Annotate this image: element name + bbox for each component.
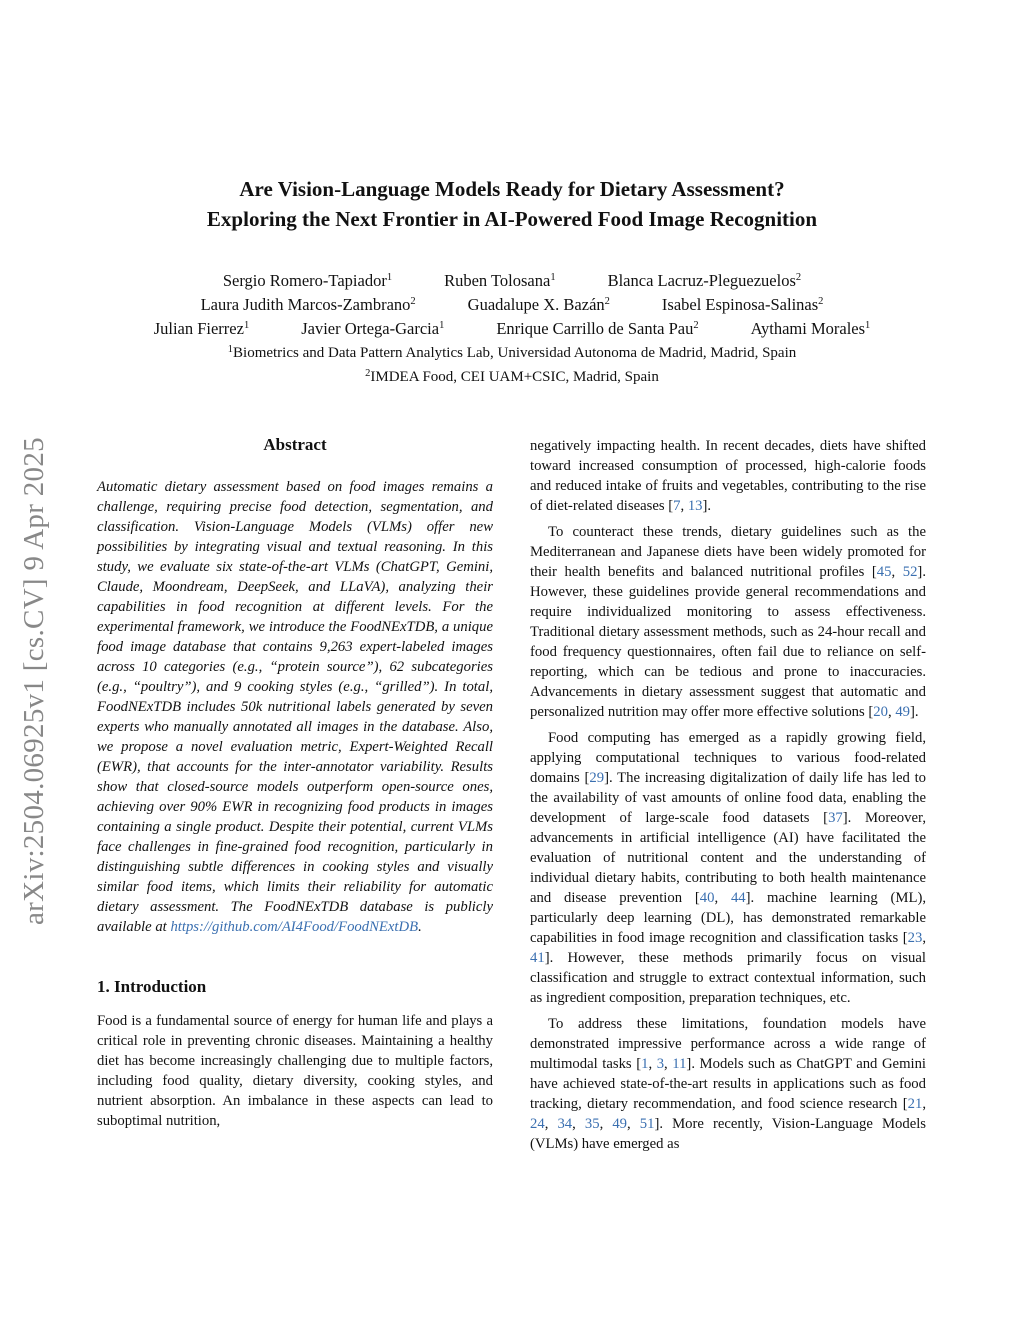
citation-link[interactable]: 34	[557, 1116, 573, 1132]
citation-link[interactable]: 29	[589, 770, 605, 786]
body-paragraph	[530, 522, 926, 722]
affiliation	[0, 365, 1024, 389]
affiliation-marker: 1	[439, 320, 445, 331]
affiliation-text: IMDEA Food, CEI UAM+CSIC, Madrid, Spain	[370, 369, 659, 385]
author	[662, 293, 824, 317]
paragraph-text: To address these limitations, foundation models have demonstrated impressive performance across a wide range of multimodal tasks [	[530, 1016, 926, 1072]
paragraph-text: ,	[891, 564, 903, 580]
paragraph-text: Food computing has emerged as a rapidly growing field, applying computational techniques to various food-related domains [	[530, 730, 926, 786]
affiliation-marker: 1	[243, 320, 250, 331]
paragraph-text: ]. Moreover, advancements in artificial intelligence (AI) have facilitated the evaluation of nutritional content and the understanding of individual dietary habits, contributing to both health maintenance and disease prevention [	[530, 810, 926, 906]
title-line-2: Exploring the Next Frontier in AI-Powered Food Image Recognition	[206, 207, 818, 231]
paragraph-text: ,	[627, 1116, 640, 1132]
paragraph-text: negatively impacting health. In recent decades, diets have shifted toward increased consumption of processed, high-calorie foods and reduced intake of fruits and vegetables, contributing to the rise of diet-related diseases [	[530, 438, 926, 514]
abstract-text	[97, 477, 493, 937]
left-column	[97, 433, 493, 1137]
citation-link[interactable]: 52	[902, 564, 918, 580]
abstract-heading: Abstract	[263, 435, 327, 454]
citation-link[interactable]: 35	[584, 1116, 600, 1132]
citation-link[interactable]: 3	[656, 1056, 665, 1072]
affiliation-marker: 2	[365, 368, 371, 379]
citation-link[interactable]: 20	[873, 704, 888, 720]
paragraph-text: ,	[922, 930, 926, 946]
body-paragraph	[530, 728, 926, 1008]
affiliation-marker: 1	[550, 272, 556, 283]
paragraph-text: ,	[714, 890, 731, 906]
affiliation-marker: 1	[386, 272, 393, 283]
author-name: Aythami Morales	[750, 319, 866, 338]
paragraph-text: ]. More recently, Vision-Language Models (VLMs) have emerged as	[530, 1116, 927, 1152]
author	[201, 293, 416, 317]
citation-link[interactable]: 37	[828, 810, 843, 826]
author-name: Sergio Romero-Tapiador	[222, 271, 387, 290]
citation-link[interactable]: 44	[730, 890, 746, 906]
author	[496, 317, 698, 341]
body-paragraph	[530, 436, 926, 516]
author	[154, 317, 250, 341]
author	[468, 293, 610, 317]
citation-link[interactable]: 23	[907, 930, 923, 946]
section-heading-introduction: 1. Introduction	[97, 977, 207, 996]
database-link[interactable]: https://github.com/AI4Food/FoodNExtDB	[170, 919, 419, 935]
author-name: Julian Fierrez	[153, 319, 244, 338]
affiliation-marker: 1	[227, 344, 234, 355]
affiliation-marker: 2	[410, 296, 416, 307]
author	[608, 269, 802, 293]
paragraph-text: ]. The increasing digitalization of daily life has led to the availability of vast amounts of online food data, enabling the development of large-scale food datasets [	[530, 770, 926, 826]
citation-link[interactable]: 13	[687, 498, 703, 514]
affiliation-marker: 1	[865, 320, 871, 331]
author	[444, 269, 556, 293]
abstract-end: .	[418, 919, 422, 935]
author-name: Javier Ortega-Garcia	[301, 319, 440, 338]
author-block	[0, 269, 1024, 389]
paragraph-text: ].	[910, 704, 919, 720]
paragraph-text: ,	[680, 498, 688, 514]
abstract-body: Automatic dietary assessment based on food images remains a challenge, requiring precise food detection, segmentation, and classification. Vision-Language Models (VLMs) offer new possibilities by integrating visual and textual reasoning. In this study, we evaluate six state-of-the-art VLMs (ChatGPT, Gemini, Claude, Moondream, DeepSeek, and LLaVA), analyzing their capabilities in food recognition at different levels. For the experimental framework, we introduce the FoodNExTDB, a unique food image database that contains 9,263 expert-labeled images across 10 categories (e.g., “protein source”), 62 subcategories (e.g., “poultry”), and 9 cooking styles (e.g., “grilled”). In total, FoodNExTDB includes 50k nutritional labels generated by seven experts who manually annotated all images in the database. Also, we propose a novel evaluation metric, Expert-Weighted Recall (EWR), that accounts for the inter-annotator variability. Results show that closed-source models outperform open-source ones, achieving over 90% EWR in recognizing food products in images containing a single product. Despite their potential, current VLMs face challenges in fine-grained food recognition, particularly in distinguishing subtle differences in cooking styles and visually similar food items, which limits their reliability for automatic dietary assessment. The FoodNExTDB database is publicly available at	[97, 479, 493, 935]
citation-link[interactable]: 11	[672, 1056, 687, 1072]
author-row	[0, 317, 1024, 341]
right-column	[530, 436, 926, 1160]
citation-link[interactable]: 7	[673, 498, 681, 514]
citation-link[interactable]: 21	[907, 1096, 923, 1112]
author-name: Blanca Lacruz-Pleguezuelos	[607, 271, 796, 290]
author-name: Laura Judith Marcos-Zambrano	[200, 295, 411, 314]
author-row	[0, 293, 1024, 317]
citation-link[interactable]: 49	[612, 1116, 627, 1132]
body-paragraph	[530, 1014, 926, 1154]
paragraph-text: ]. Models such as ChatGPT and Gemini have achieved state-of-the-art results in applications such as food tracking, dietary recommendation, and food science research [	[530, 1056, 927, 1112]
paragraph-text: ,	[887, 704, 896, 720]
author-name: Isabel Espinosa-Salinas	[661, 295, 819, 314]
affiliation-marker: 2	[693, 320, 699, 331]
paragraph-text: ,	[599, 1116, 613, 1132]
author-name: Ruben Tolosana	[444, 271, 551, 290]
author	[223, 269, 392, 293]
citation-link[interactable]: 24	[530, 1116, 545, 1132]
author-row	[0, 269, 1024, 293]
affiliation-marker: 2	[818, 296, 824, 307]
author	[751, 317, 871, 341]
citation-link[interactable]: 41	[530, 950, 545, 966]
author	[301, 317, 444, 341]
intro-paragraph: Food is a fundamental source of energy for human life and plays a critical role in preventing chronic diseases. Maintaining a healthy diet has become increasingly challenging due to multiple factors, including food quality, dietary diversity, cooking styles, and nutrient absorption. An imbalance in these aspects can lead to suboptimal nutrition,	[97, 1013, 493, 1129]
author-name: Guadalupe X. Bazán	[467, 295, 605, 314]
paragraph-text: ]. However, these methods primarily focus on visual classification and struggle to extract contextual information, such as ingredient composition, preparation techniques, etc.	[530, 950, 926, 1006]
paragraph-text: ,	[544, 1116, 558, 1132]
citation-link[interactable]: 51	[639, 1116, 655, 1132]
paper-title	[0, 174, 1024, 234]
affiliation-marker: 2	[604, 296, 610, 307]
arxiv-identifier: arXiv:2504.06925v1 [cs.CV] 9 Apr 2025	[18, 437, 50, 925]
paragraph-text: ,	[648, 1056, 657, 1072]
paragraph-text: ,	[922, 1096, 926, 1112]
paragraph-text: ]. However, these guidelines provide general recommendations and require individualized monitoring to assess effectiveness. Traditional dietary assessment methods, such as 24-hour recall and food frequency questionnaires, often fail due to reliance on self-reporting, which can be tedious and prone to inaccuracies. Advancements in dietary assessment suggest that automatic and personalized nutrition may offer more effective solutions [	[530, 564, 926, 720]
paragraph-text: ,	[572, 1116, 585, 1132]
citation-link[interactable]: 49	[895, 704, 911, 720]
citation-link[interactable]: 1	[641, 1056, 649, 1072]
affiliation-marker: 2	[795, 272, 802, 283]
affiliation-text: Biometrics and Data Pattern Analytics Lab, Universidad Autonoma de Madrid, Madrid, Spain	[233, 345, 797, 361]
paragraph-text: ].	[702, 498, 712, 514]
author-name: Enrique Carrillo de Santa Pau	[496, 319, 694, 338]
affiliation	[0, 341, 1024, 365]
title-line-1: Are Vision-Language Models Ready for Dietary Assessment?	[239, 177, 785, 201]
paragraph-text: To counteract these trends, dietary guidelines such as the Mediterranean and Japanese diets have been widely promoted for their health benefits and balanced nutritional profiles [	[530, 524, 926, 580]
citation-link[interactable]: 40	[699, 890, 715, 906]
citation-link[interactable]: 45	[876, 564, 892, 580]
paragraph-text: ,	[664, 1056, 673, 1072]
paragraph-text: ]. machine learning (ML), particularly deep learning (DL), has demonstrated remarkable capabilities in food image recognition and classification tasks [	[530, 890, 927, 946]
